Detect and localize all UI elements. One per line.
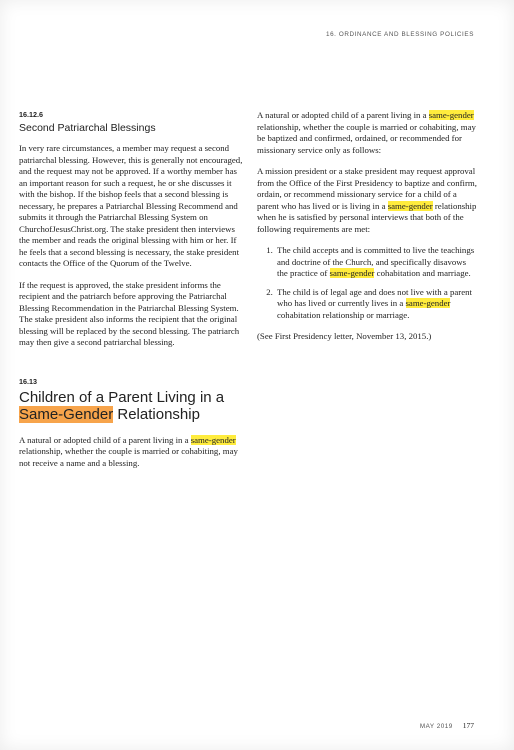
requirements-list [257, 245, 479, 321]
highlight-same-gender: same-gender [190, 434, 236, 445]
title-part-a: Children of a Parent Living in a [19, 388, 225, 406]
paragraph-approval-request: A mission president or a stake president may request approval from the Office of the First Presidency to baptize and confirm, ordain, or recommend missionary service for a child of a parent who has lived or is living in a same-gender relationship when he is satisfied by personal interviews that both of the following requirements are met: [257, 166, 477, 234]
requirement-item-1: 1. The child accepts and is committed to live the teachings and doctrine of the Church, and specifically disavows the practice of same-gender cohabitation and marriage. [275, 245, 479, 280]
reference-note: (See First Presidency letter, November 13, 2015.) [257, 331, 432, 341]
paragraph-second-blessing-request: In very rare circumstances, a member may request a second patriarchal blessing. However, this is generally not encouraged, and the request may not be approved. If a worthy member has an important reason for such a request, he or she discusses it with the bishop. If the bishop feels that a second blessing is necessary, he prepares a Patriarchal Blessing Recommend and submits it through the Patriarchal Blessing System on ChurchofJesusChrist.org. The stake president then interviews the member and reads the original blessing with him or her. If he feels that a second blessing is necessary, the stake president contacts the Office of the Quorum of the Twelve. [19, 143, 243, 268]
paragraph-baptism-conditions: A natural or adopted child of a parent living in a same-gender relationship, whether the couple is married or cohabiting, may be baptized and confirmed, ordained, or recommended for missionary service only as follows: [257, 110, 476, 155]
highlight-same-gender: same-gender [387, 200, 433, 211]
footer-date: MAY 2019 [419, 723, 453, 730]
highlight-same-gender: same-gender [405, 298, 451, 308]
paragraph-second-blessing-approval: If the request is approved, the stake president informs the recipient and the patriarch before approving the Patriarchal Blessing Recommendation in the Patriarchal Blessing System. The stake president also informs the recipient that the original blessing will be replaced by the second blessing. The patriarch may then give a second patriarchal blessing. [19, 279, 240, 347]
right-column [257, 110, 479, 353]
section-number-16-13: 16.13 [19, 376, 37, 386]
title-highlight-same-gender: Same-Gender [19, 406, 114, 423]
section-title-children-same-gender [19, 389, 244, 424]
paragraph-name-and-blessing: A natural or adopted child of a parent living in a same-gender relationship, whether the couple is married or cohabiting, may not receive a name and a blessing. [19, 434, 238, 468]
requirement-item-2: 2. The child is of legal age and does not live with a parent who has lived or currently lives in a same-gender cohabitation relationship or marriage. [275, 287, 479, 322]
left-column [19, 110, 244, 479]
running-head: 16. ORDINANCE AND BLESSING POLICIES [325, 31, 474, 38]
page-footer [420, 721, 474, 730]
page-number: 177 [462, 721, 474, 730]
highlight-same-gender: same-gender [428, 110, 474, 120]
title-part-b: Relationship [113, 406, 200, 423]
highlight-same-gender: same-gender [329, 268, 375, 278]
section-title-second-patriarchal-blessings: Second Patriarchal Blessings [19, 122, 156, 134]
section-number-16-12-6: 16.12.6 [19, 110, 43, 119]
